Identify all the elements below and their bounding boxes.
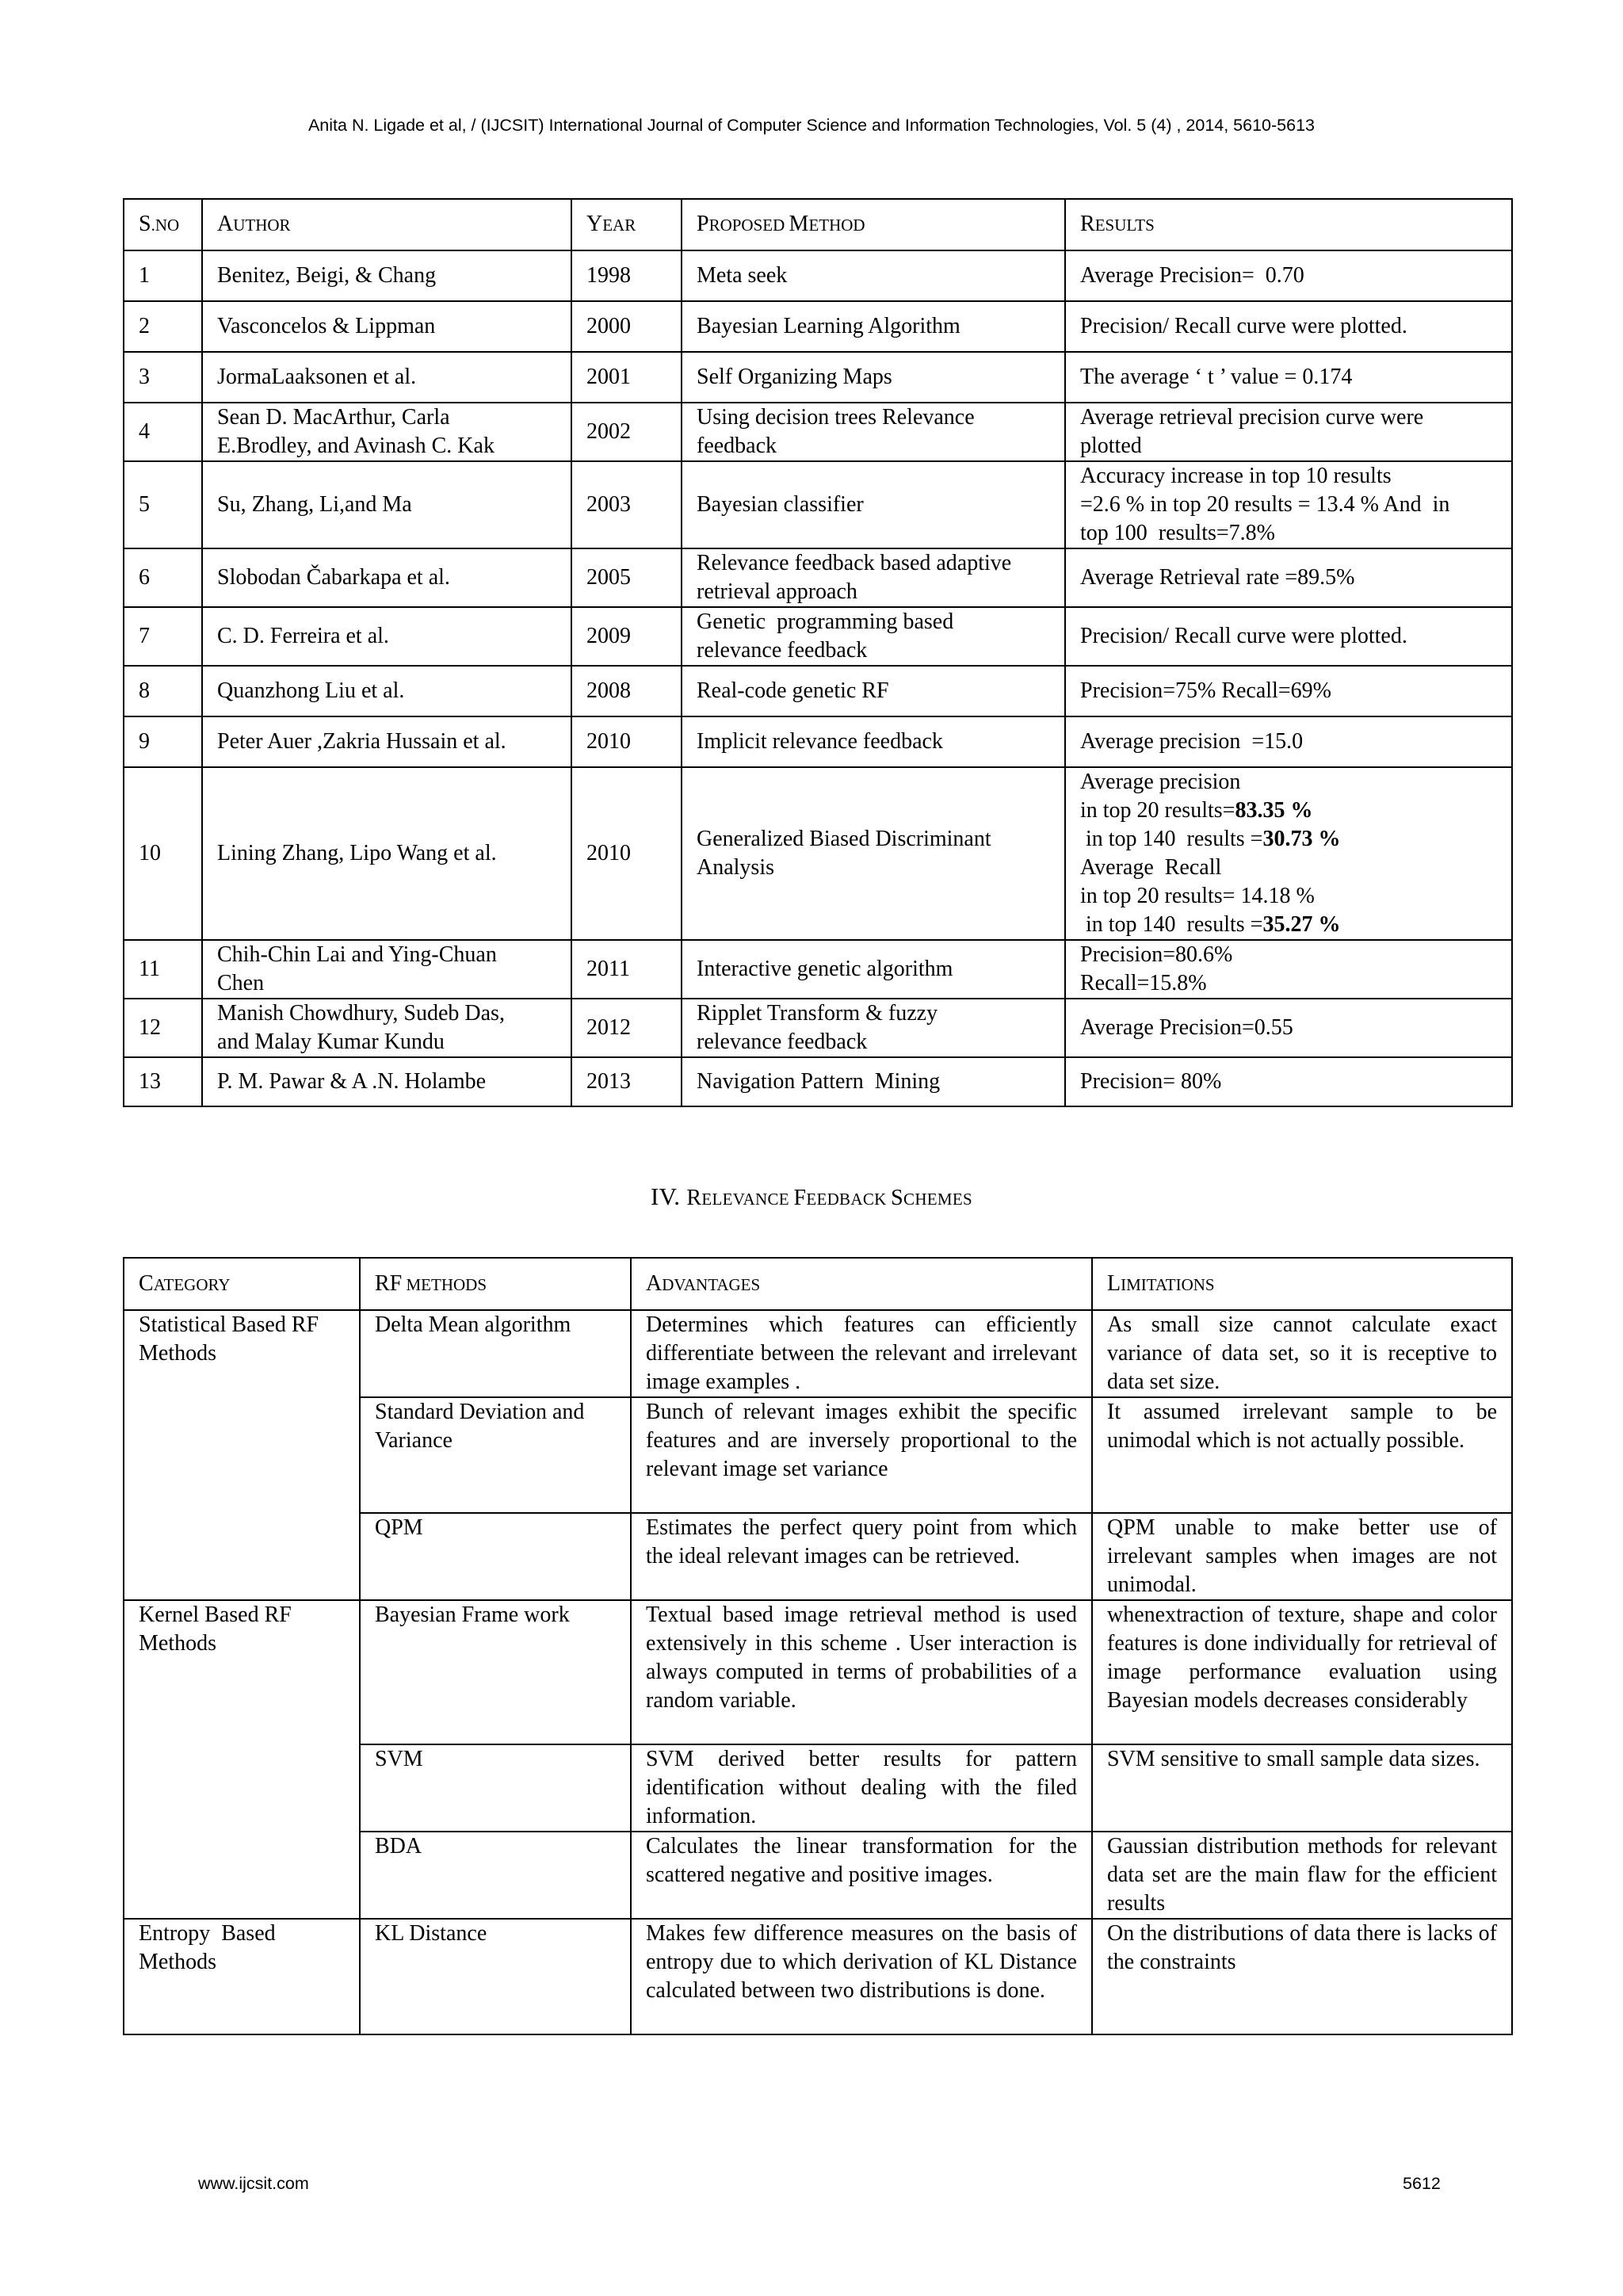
- cell-year: 2008: [571, 666, 682, 716]
- cell-author: Su, Zhang, Li,and Ma: [202, 461, 571, 548]
- table-row: [124, 1397, 1512, 1513]
- cell-author: Vasconcelos & Lippman: [202, 301, 571, 352]
- cell-advantage: Estimates the perfect query point from which the ideal relevant images can be retrieved.: [631, 1513, 1092, 1600]
- table-row: [124, 548, 1512, 607]
- table-row: [124, 461, 1512, 548]
- cell-method: Generalized Biased Discriminant Analysis: [682, 767, 1065, 940]
- cell-results: Precision/ Recall curve were plotted.: [1065, 301, 1512, 352]
- table-row: [124, 607, 1512, 666]
- cell-sno: 1: [124, 250, 202, 301]
- cell-author: Peter Auer ,Zakria Hussain et al.: [202, 716, 571, 767]
- cell-year: 2009: [571, 607, 682, 666]
- cell-year: 1998: [571, 250, 682, 301]
- header-proposed-method: PROPOSED METHOD: [682, 199, 1065, 250]
- cell-advantage: Calculates the linear transformation for the scattered negative and positive images.: [631, 1832, 1092, 1919]
- header-author: AUTHOR: [202, 199, 571, 250]
- cell-rf-method: SVM: [360, 1744, 631, 1832]
- cell-rf-method: KL Distance: [360, 1919, 631, 2034]
- cell-sno: 6: [124, 548, 202, 607]
- cell-sno: 9: [124, 716, 202, 767]
- table-row: [124, 1057, 1512, 1106]
- cell-sno: 10: [124, 767, 202, 940]
- cell-sno: 5: [124, 461, 202, 548]
- cell-results: Average precision =15.0: [1065, 716, 1512, 767]
- cell-author: Sean D. MacArthur, Carla E.Brodley, and Avinash C. Kak: [202, 403, 571, 461]
- cell-rf-method: BDA: [360, 1832, 631, 1919]
- cell-year: 2012: [571, 999, 682, 1057]
- table-row: [124, 403, 1512, 461]
- cell-results: Average Precision= 0.70: [1065, 250, 1512, 301]
- cell-rf-method: QPM: [360, 1513, 631, 1600]
- cell-limitation: It assumed irrelevant sample to be unimodal which is not actually possible.: [1092, 1397, 1512, 1513]
- table-row: [124, 767, 1512, 940]
- table-row: [124, 1744, 1512, 1832]
- cell-author: P. M. Pawar & A .N. Holambe: [202, 1057, 571, 1106]
- cell-author: Slobodan Čabarkapa et al.: [202, 548, 571, 607]
- page-number: 5612: [1403, 2174, 1441, 2193]
- cell-results: Precision=75% Recall=69%: [1065, 666, 1512, 716]
- cell-category-empty: [124, 1513, 360, 1600]
- cell-author: Chih-Chin Lai and Ying-Chuan Chen: [202, 940, 571, 999]
- cell-results: Average Precision=0.55: [1065, 999, 1512, 1057]
- cell-year: 2001: [571, 352, 682, 403]
- cell-year: 2010: [571, 767, 682, 940]
- cell-results: Precision=80.6% Recall=15.8%: [1065, 940, 1512, 999]
- cell-author: Benitez, Beigi, & Chang: [202, 250, 571, 301]
- cell-year: 2011: [571, 940, 682, 999]
- cell-sno: 8: [124, 666, 202, 716]
- cell-results: Precision= 80%: [1065, 1057, 1512, 1106]
- cell-results: Accuracy increase in top 10 results =2.6 % in top 20 results = 13.4 % And in top 100 results=7.8%: [1065, 461, 1512, 548]
- section-heading: IV. RELEVANCE FEEDBACK SCHEMES: [650, 1182, 973, 1210]
- header-rf-methods: RF METHODS: [360, 1258, 631, 1310]
- cell-limitation: Gaussian distribution methods for relevant data set are the main flaw for the efficient results: [1092, 1832, 1512, 1919]
- cell-advantage: SVM derived better results for pattern identification without dealing with the filed information.: [631, 1744, 1092, 1832]
- header-limitations: LIMITATIONS: [1092, 1258, 1512, 1310]
- cell-year: 2013: [571, 1057, 682, 1106]
- table-row: [124, 1919, 1512, 2034]
- cell-method: Using decision trees Relevance feedback: [682, 403, 1065, 461]
- cell-results: Average Retrieval rate =89.5%: [1065, 548, 1512, 607]
- cell-author: JormaLaaksonen et al.: [202, 352, 571, 403]
- relevance-feedback-table: [123, 1257, 1513, 2035]
- cell-advantage: Bunch of relevant images exhibit the specific features and are inversely proportional to the relevant image set variance: [631, 1397, 1092, 1513]
- table-row: [124, 1310, 1512, 1397]
- header-sno: S.NO: [124, 199, 202, 250]
- cell-limitation: whenextraction of texture, shape and color features is done individually for retrieval of image performance evaluation using Bayesian models decreases considerably: [1092, 1600, 1512, 1744]
- footer-url: www.ijcsit.com: [198, 2174, 309, 2193]
- cell-rf-method: Standard Deviation and Variance: [360, 1397, 631, 1513]
- table-row: [124, 301, 1512, 352]
- cell-category: Kernel Based RF Methods: [124, 1600, 360, 1744]
- cell-category: Entropy Based Methods: [124, 1919, 360, 2034]
- table-row: [124, 1832, 1512, 1919]
- table-row: [124, 666, 1512, 716]
- cell-limitation: As small size cannot calculate exact variance of data set, so it is receptive to data set size.: [1092, 1310, 1512, 1397]
- cell-author: C. D. Ferreira et al.: [202, 607, 571, 666]
- header-advantages: ADVANTAGES: [631, 1258, 1092, 1310]
- cell-method: Navigation Pattern Mining: [682, 1057, 1065, 1106]
- cell-sno: 12: [124, 999, 202, 1057]
- cell-limitation: QPM unable to make better use of irrelevant samples when images are not unimodal.: [1092, 1513, 1512, 1600]
- cell-method: Meta seek: [682, 250, 1065, 301]
- cell-method: Genetic programming based relevance feedback: [682, 607, 1065, 666]
- cell-year: 2010: [571, 716, 682, 767]
- cell-results: Average precision in top 20 results=83.35 % in top 140 results =30.73 % Average Recall in top 20 results= 14.18 % in top 140 results =35.27 %: [1065, 767, 1512, 940]
- cell-results: Precision/ Recall curve were plotted.: [1065, 607, 1512, 666]
- cell-method: Implicit relevance feedback: [682, 716, 1065, 767]
- cell-author: Lining Zhang, Lipo Wang et al.: [202, 767, 571, 940]
- cell-year: 2002: [571, 403, 682, 461]
- cell-sno: 2: [124, 301, 202, 352]
- cell-author: Quanzhong Liu et al.: [202, 666, 571, 716]
- cell-category-empty: [124, 1397, 360, 1513]
- header-category: CATEGORY: [124, 1258, 360, 1310]
- cell-method: Ripplet Transform & fuzzy relevance feedback: [682, 999, 1065, 1057]
- cell-results: Average retrieval precision curve were plotted: [1065, 403, 1512, 461]
- cell-method: Interactive genetic algorithm: [682, 940, 1065, 999]
- table-row: [124, 1513, 1512, 1600]
- cell-rf-method: Delta Mean algorithm: [360, 1310, 631, 1397]
- cell-category-empty: [124, 1832, 360, 1919]
- cell-advantage: Textual based image retrieval method is used extensively in this scheme . User interaction is always computed in terms of probabilities of a random variable.: [631, 1600, 1092, 1744]
- cell-sno: 11: [124, 940, 202, 999]
- cell-method: Bayesian classifier: [682, 461, 1065, 548]
- literature-survey-table: [123, 198, 1513, 1107]
- cell-sno: 4: [124, 403, 202, 461]
- cell-results: The average ‘ t ’ value = 0.174: [1065, 352, 1512, 403]
- table-row: [124, 1600, 1512, 1744]
- table-row: [124, 940, 1512, 999]
- cell-method: Bayesian Learning Algorithm: [682, 301, 1065, 352]
- cell-year: 2005: [571, 548, 682, 607]
- running-header: Anita N. Ligade et al, / (IJCSIT) International Journal of Computer Science and Information Technologies, Vol. 5 (4) , 2014, 5610-5613: [307, 116, 1316, 135]
- table-header-row: [124, 199, 1512, 250]
- cell-year: 2003: [571, 461, 682, 548]
- cell-author: Manish Chowdhury, Sudeb Das, and Malay Kumar Kundu: [202, 999, 571, 1057]
- table-header-row: [124, 1258, 1512, 1310]
- cell-limitation: SVM sensitive to small sample data sizes.: [1092, 1744, 1512, 1832]
- cell-category: Statistical Based RF Methods: [124, 1310, 360, 1397]
- cell-method: Relevance feedback based adaptive retrieval approach: [682, 548, 1065, 607]
- cell-sno: 7: [124, 607, 202, 666]
- header-year: YEAR: [571, 199, 682, 250]
- cell-method: Real-code genetic RF: [682, 666, 1065, 716]
- cell-method: Self Organizing Maps: [682, 352, 1065, 403]
- cell-advantage: Makes few difference measures on the basis of entropy due to which derivation of KL Distance calculated between two distributions is done.: [631, 1919, 1092, 2034]
- table-row: [124, 352, 1512, 403]
- cell-sno: 13: [124, 1057, 202, 1106]
- cell-sno: 3: [124, 352, 202, 403]
- cell-limitation: On the distributions of data there is lacks of the constraints: [1092, 1919, 1512, 2034]
- cell-year: 2000: [571, 301, 682, 352]
- cell-rf-method: Bayesian Frame work: [360, 1600, 631, 1744]
- table-row: [124, 999, 1512, 1057]
- table-row: [124, 716, 1512, 767]
- table-row: [124, 250, 1512, 301]
- header-results: RESULTS: [1065, 199, 1512, 250]
- cell-category-empty: [124, 1744, 360, 1832]
- cell-advantage: Determines which features can efficiently differentiate between the relevant and irrelevant image examples .: [631, 1310, 1092, 1397]
